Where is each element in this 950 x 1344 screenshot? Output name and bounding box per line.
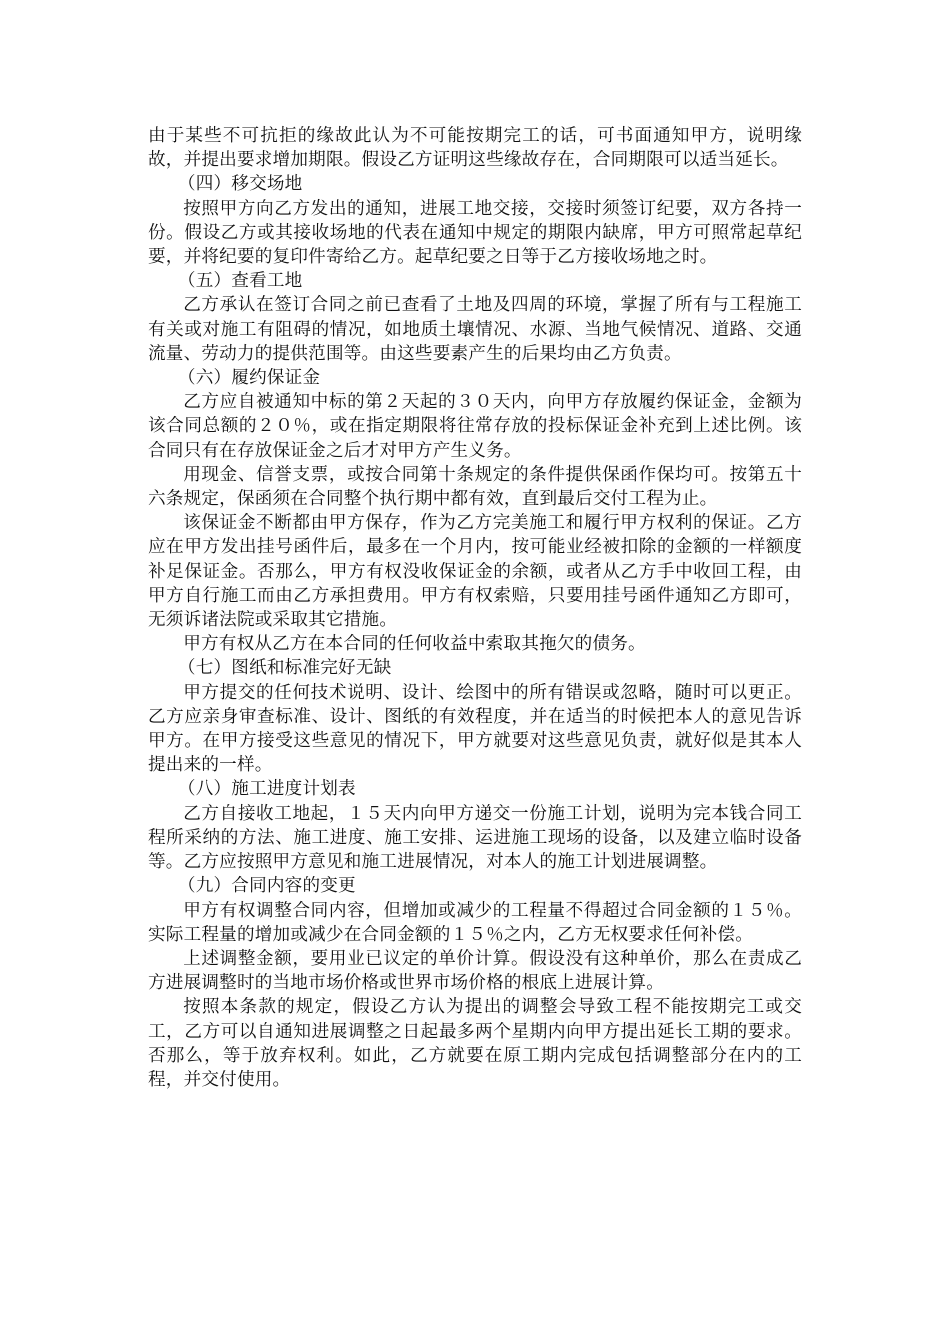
- section-heading-transfer-site: （四）移交场地: [177, 174, 303, 195]
- section-heading-inspect-site: （五）查看工地: [177, 271, 303, 292]
- paragraph: 甲方有权从乙方在本合同的任何收益中索取其拖欠的债务。: [183, 634, 646, 655]
- paragraph: 乙方承认在签订合同之前已查看了土地及四周的环境，掌握了所有与工程施工有关或对施工有阻碍的情况，如地质土壤情况、水源、当地气候情况、道路、交通流量、劳动力的提供范围等。由这些要素产生的后果均由乙方负责。: [148, 295, 802, 364]
- section-heading-performance-bond: （六）履约保证金: [177, 368, 321, 389]
- paragraph: 乙方应自被通知中标的第２天起的３０天内，向甲方存放履约保证金，金额为该合同总额的２０％，或在指定期限将往常存放的投标保证金补充到上述比例。该合同只有在存放保证金之后才对甲方产生义务。: [148, 392, 802, 461]
- section-heading-contract-changes: （九）合同内容的变更: [177, 876, 356, 897]
- section-heading-schedule: （八）施工进度计划表: [177, 779, 356, 800]
- paragraph: 按照本条款的规定，假设乙方认为提出的调整会导致工程不能按期完工或交工，乙方可以自通知进展调整之日起最多两个星期内向甲方提出延长工期的要求。否那么，等于放弃权利。如此，乙方就要在原工期内完成包括调整部分在内的工程，并交付使用。: [148, 997, 802, 1090]
- document-body: [148, 124, 802, 1092]
- paragraph: 甲方提交的任何技术说明、设计、绘图中的所有错误或忽略，随时可以更正。乙方应亲身审查标准、设计、图纸的有效程度，并在适当的时候把本人的意见告诉甲方。在甲方接受这些意见的情况下，甲方就要对这些意见负责，就好似是其本人提出来的一样。: [148, 682, 802, 776]
- paragraph: 由于某些不可抗拒的缘故此认为不可能按期完工的话，可书面通知甲方，说明缘故，并提出要求增加期限。假设乙方证明这些缘故存在，合同期限可以适当延长。: [148, 126, 802, 171]
- paragraph: 乙方自接收工地起，１５天内向甲方递交一份施工计划，说明为完本钱合同工程所采纳的方法、施工进度、施工安排、运进施工现场的设备，以及建立临时设备等。乙方应按照甲方意见和施工进展情况，对本人的施工计划进展调整。: [148, 803, 802, 873]
- paragraph: 按照甲方向乙方发出的通知，进展工地交接，交接时须签订纪要，双方各持一份。假设乙方或其接收场地的代表在通知中规定的期限内缺席，甲方可照常起草纪要，并将纪要的复印件寄给乙方。起草纪要之日等于乙方接收场地之时。: [148, 198, 802, 268]
- paragraph: 该保证金不断都由甲方保存，作为乙方完美施工和履行甲方权利的保证。乙方应在甲方发出挂号函件后，最多在一个月内，按可能业经被扣除的金额的一样额度补足保证金。否那么，甲方有权没收保证金的余额，或者从乙方手中收回工程，由甲方自行施工而由乙方承担费用。甲方有权索赔，只要用挂号函件通知乙方即可，无须诉诸法院或采取其它措施。: [148, 513, 802, 631]
- paragraph: 甲方有权调整合同内容，但增加或减少的工程量不得超过合同金额的１５％。实际工程量的增加或减少在合同金额的１５％之内，乙方无权要求任何补偿。: [148, 900, 802, 945]
- paragraph: 上述调整金额，要用业已议定的单价计算。假设没有这种单价，那么在责成乙方进展调整时的当地市场价格或世界市场价格的根底上进展计算。: [148, 948, 802, 994]
- paragraph: 用现金、信誉支票，或按合同第十条规定的条件提供保函作保均可。按第五十六条规定，保函须在合同整个执行期中都有效，直到最后交付工程为止。: [148, 464, 802, 510]
- section-heading-drawings-standards: （七）图纸和标准完好无缺: [177, 658, 392, 679]
